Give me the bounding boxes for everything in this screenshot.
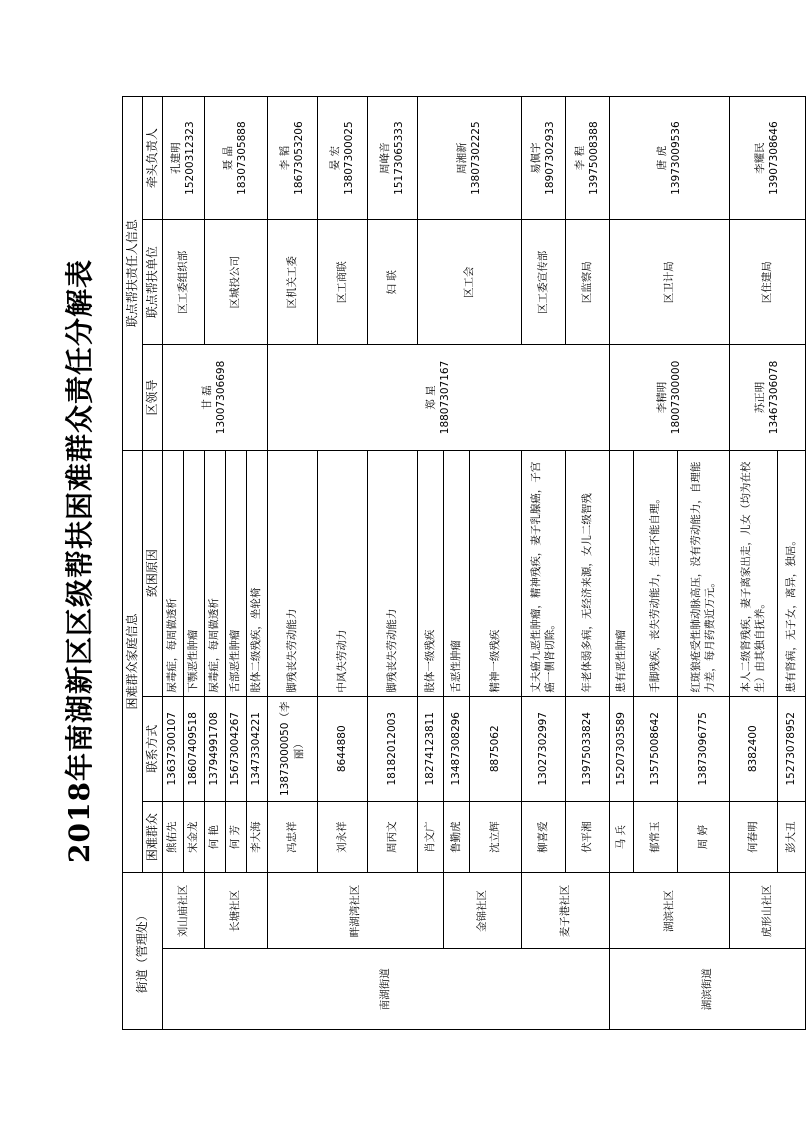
- lead-person-cell: [163, 97, 205, 220]
- help-unit-cell: 区工委组织部: [163, 220, 205, 345]
- person-phone: 13473304221: [247, 696, 268, 801]
- community-cell: 湖滨社区: [610, 873, 730, 949]
- header-help-unit: 联点帮扶单位: [143, 220, 163, 345]
- table-row: [268, 97, 318, 1030]
- lead-name: 晏 宏: [328, 145, 341, 171]
- leader-phone: 18007300000: [669, 360, 682, 435]
- lead-person-cell: [368, 97, 418, 220]
- header-hardship-info: 困难群众家庭信息: [123, 450, 143, 873]
- person-name: 冯忠祥: [268, 801, 318, 873]
- person-name: 柳喜爱: [522, 801, 566, 873]
- district-leader-cell: [163, 345, 268, 450]
- header-lead-person: 牵头负责人: [143, 97, 163, 220]
- table-row: [163, 97, 184, 1030]
- lead-phone: 18307305888: [236, 121, 248, 195]
- lead-phone: 18673053206: [292, 121, 305, 195]
- person-phone: 13975033824: [566, 696, 610, 801]
- help-unit-cell: 区监察局: [566, 220, 610, 345]
- person-name: 肖文广: [418, 801, 444, 873]
- street-cell: 湖滨街道: [610, 949, 806, 1030]
- lead-person-cell: [268, 97, 318, 220]
- lead-person-cell: [566, 97, 610, 220]
- person-name: 刘永祥: [318, 801, 368, 873]
- person-name: 何春明: [730, 801, 778, 873]
- person-cause: 患有恶性肿瘤: [610, 450, 634, 696]
- person-phone: 13027302997: [522, 696, 566, 801]
- lead-phone: 15173065333: [392, 121, 405, 195]
- person-cause: 尿毒症，每周做透析: [205, 450, 226, 696]
- person-name: 宋金龙: [184, 801, 205, 873]
- header-cause: 致困原因: [143, 450, 163, 696]
- community-cell: 金锦社区: [444, 873, 522, 949]
- community-cell: 虎形山社区: [730, 873, 806, 949]
- help-unit-cell: 妇 联: [368, 220, 418, 345]
- person-name: 彭大丑: [778, 801, 806, 873]
- lead-person-cell: [205, 97, 268, 220]
- person-cause: 肢体一级残疾: [418, 450, 444, 696]
- header-person: 困难群众: [143, 801, 163, 873]
- person-cause: 舌恶性肿瘤: [444, 450, 470, 696]
- lead-name: 周峰音: [378, 142, 391, 174]
- lead-phone: 13807302225: [469, 121, 482, 195]
- person-name: 周 婷: [678, 801, 730, 873]
- person-cause: 肢体二级残疾，坐轮椅: [247, 450, 268, 696]
- person-name: 李大海: [247, 801, 268, 873]
- lead-name: 李 韬: [278, 145, 291, 171]
- person-phone: 13487308296: [444, 696, 470, 801]
- header-district-leader: 区领导: [143, 345, 163, 450]
- person-cause: 精神一级残疾: [470, 450, 522, 696]
- table-row: [522, 97, 566, 1030]
- header-row-1: [123, 97, 143, 1030]
- lead-person-cell: [418, 97, 522, 220]
- person-cause: 脚残丧失劳动能力: [368, 450, 418, 696]
- lead-person-cell: [730, 97, 806, 220]
- person-cause: 丈夫癌九恶性肿瘤，精神残疾，妻子乳腺癌，子宫癌一侧肾切除。: [522, 450, 566, 696]
- leader-name: 苏正明: [753, 381, 766, 414]
- lead-phone: 13975008388: [587, 121, 600, 195]
- person-name: 鲁勤虎: [444, 801, 470, 873]
- person-phone: 8382400: [730, 696, 778, 801]
- district-leader-cell: [730, 345, 806, 450]
- person-cause: 中风失劳动力: [318, 450, 368, 696]
- person-phone: 13637300107: [163, 696, 184, 801]
- header-help-info: 联点帮扶责任人信息: [123, 97, 143, 451]
- person-phone: 18182012003: [368, 696, 418, 801]
- person-name: 郁常玉: [634, 801, 678, 873]
- help-unit-cell: 区工委宣传部: [522, 220, 566, 345]
- person-phone: 13873096775: [678, 696, 730, 801]
- person-phone: 15207303589: [610, 696, 634, 801]
- lead-name: 唐 虎: [655, 145, 668, 171]
- person-cause: 尿毒症，每周做透析: [163, 450, 184, 696]
- person-name: 熊佑先: [163, 801, 184, 873]
- person-cause: 年老体弱多病，无经济来源，女儿二级智残: [566, 450, 610, 696]
- table-row: [610, 97, 634, 1030]
- leader-phone: 18807307167: [438, 360, 451, 435]
- person-name: 马 兵: [610, 801, 634, 873]
- leader-name: 郑 星: [424, 385, 437, 410]
- leader-phone: 13467306078: [767, 360, 780, 435]
- lead-name: 聂 晶: [222, 145, 235, 171]
- lead-phone: 13973009536: [669, 121, 682, 195]
- lead-name: 李耀民: [753, 142, 766, 174]
- person-cause: 脚残丧失劳动能力: [268, 450, 318, 696]
- person-phone: 15673004267: [226, 696, 247, 801]
- person-cause: 本人二级肾残疾，妻子离家出走，儿女（均为在校生）由其独自抚养。: [730, 450, 778, 696]
- community-cell: 畔湖湾社区: [268, 873, 444, 949]
- person-phone: 13794991708: [205, 696, 226, 801]
- person-cause: 红斑狼疮受性肺动脉高压，没有劳动能力，自理能力差，每月药费近万元。: [678, 450, 730, 696]
- person-name: 沈立辉: [470, 801, 522, 873]
- community-cell: 长塘社区: [205, 873, 268, 949]
- lead-phone: 18907302933: [543, 121, 556, 195]
- person-cause: 手脚残疾，丧失劳动能力，生活不能自理。: [634, 450, 678, 696]
- person-phone: 8875062: [470, 696, 522, 801]
- lead-phone: 13807300025: [342, 121, 355, 195]
- person-phone: 13873000050（李丽）: [268, 696, 318, 801]
- header-contact: 联系方式: [143, 696, 163, 801]
- person-name: 伏平湘: [566, 801, 610, 873]
- community-cell: 麦子港社区: [522, 873, 610, 949]
- person-cause: 患有肾病，无子女，离异，独居。: [778, 450, 806, 696]
- help-unit-cell: 区机关工委: [268, 220, 318, 345]
- lead-person-cell: [318, 97, 368, 220]
- help-unit-cell: 区卫计局: [610, 220, 730, 345]
- leader-phone: 13007306698: [215, 360, 227, 435]
- person-phone: 13575008642: [634, 696, 678, 801]
- responsibility-table: [122, 96, 806, 1030]
- person-phone: 18607409518: [184, 696, 205, 801]
- lead-person-cell: [522, 97, 566, 220]
- help-unit-cell: 区城投公司: [205, 220, 268, 345]
- community-cell: 刘山庙社区: [163, 873, 205, 949]
- person-cause: 舌部恶性肿瘤: [226, 450, 247, 696]
- person-phone: 15273078952: [778, 696, 806, 801]
- leader-name: 甘 磊: [201, 385, 214, 410]
- table-row: [205, 97, 226, 1030]
- person-name: 周丙文: [368, 801, 418, 873]
- street-cell: 南湖街道: [163, 949, 610, 1030]
- district-leader-cell: [610, 345, 730, 450]
- page-title: 2018年南湖新区区级帮扶困难群众责任分解表: [63, 259, 96, 863]
- person-phone: 18274123811: [418, 696, 444, 801]
- table-wrapper: [122, 96, 797, 1030]
- help-unit-cell: 区工商联: [318, 220, 368, 345]
- person-name: 何 艳: [205, 801, 226, 873]
- lead-phone: 15200312323: [183, 121, 196, 195]
- lead-name: 周湘新: [455, 142, 468, 174]
- help-unit-cell: 区住建局: [730, 220, 806, 345]
- person-phone: 8644880: [318, 696, 368, 801]
- lead-name: 易佩宇: [529, 142, 542, 174]
- leader-name: 李精明: [655, 381, 668, 414]
- lead-phone: 13907308646: [767, 121, 780, 195]
- table-row: [730, 97, 778, 1030]
- header-street: 街道（管理处）: [123, 873, 163, 1030]
- person-name: 何 芳: [226, 801, 247, 873]
- district-leader-cell: [268, 345, 610, 450]
- lead-name: 李 程: [573, 145, 586, 171]
- help-unit-cell: 区工会: [418, 220, 522, 345]
- lead-name: 孔建明: [169, 142, 182, 174]
- person-cause: 下颚恶性肿瘤: [184, 450, 205, 696]
- lead-person-cell: [610, 97, 730, 220]
